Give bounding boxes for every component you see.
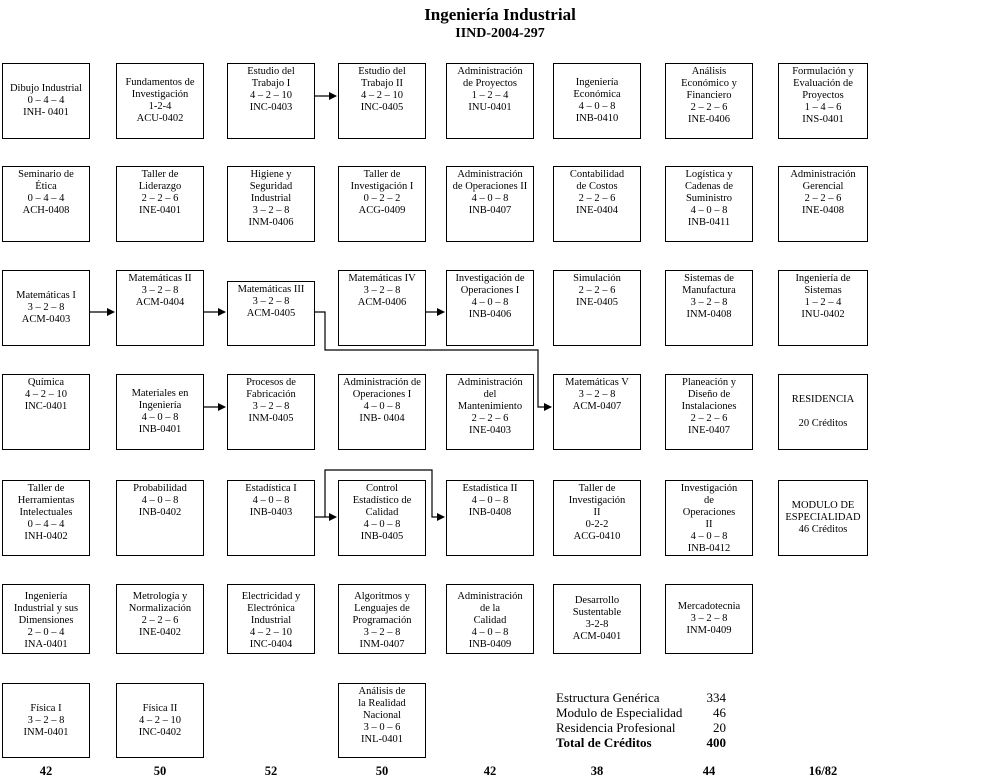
subject-line: Materiales en: [131, 388, 189, 399]
subject-line: Liderazgo: [138, 181, 182, 192]
subject-line: INA-0401: [24, 639, 68, 650]
subject-line: 4 – 0 – 8: [363, 401, 401, 412]
subject-line: II: [705, 519, 713, 530]
subject-line: INM-0408: [686, 309, 732, 320]
subject-box: [116, 63, 204, 139]
subject-line: INC-0405: [360, 102, 404, 113]
subject-line: Sustentable: [572, 607, 622, 618]
subject-box: [338, 63, 426, 139]
semester-total: 42: [483, 764, 497, 778]
subject-line: INE-0407: [688, 425, 730, 436]
subject-line: Logística y: [685, 169, 733, 180]
subject-line: Matemáticas IV: [348, 273, 416, 284]
subject-line: 0 – 4 – 4: [27, 193, 65, 204]
summary-value: 46: [713, 705, 726, 720]
subject-line: 4 – 0 – 8: [471, 297, 509, 308]
subject-line: INB-0410: [575, 113, 619, 124]
summary-label: Modulo de Especialidad: [556, 705, 683, 720]
subject-line: Normalización: [128, 603, 192, 614]
subject-line: Ingeniería de: [795, 273, 851, 284]
subject-line: INM-0409: [686, 625, 732, 636]
subject-box: [338, 480, 426, 556]
subject-line: Ingeniería: [575, 77, 619, 88]
subject-line: 3 – 2 – 8: [363, 285, 401, 296]
summary-value: 400: [706, 735, 726, 750]
subject-box: [553, 480, 641, 556]
subject-line: INB-0403: [249, 507, 293, 518]
subject-box: [665, 584, 753, 654]
subject-line: Taller de: [27, 483, 65, 494]
subject-box: [338, 270, 426, 346]
subject-line: II: [593, 507, 601, 518]
subject-box: [338, 374, 426, 450]
subject-line: Operaciones I: [460, 285, 520, 296]
subject-line: 20 Créditos: [798, 418, 848, 429]
subject-line: Ingeniería: [138, 400, 182, 411]
subject-box: [446, 63, 534, 139]
subject-line: Manufactura: [682, 285, 736, 296]
subject-box: [665, 166, 753, 242]
subject-line: ACU-0402: [136, 113, 184, 124]
subject-line: Matemáticas II: [128, 273, 192, 284]
subject-box: [116, 480, 204, 556]
subject-line: Dibujo Industrial: [9, 83, 83, 94]
subject-line: Trabajo I: [251, 78, 291, 89]
subject-line: 3 – 2 – 8: [27, 714, 65, 726]
subject-line: Herramientas: [17, 495, 75, 506]
subject-line: Estadística I: [245, 483, 297, 494]
subject-line: ESPECIALIDAD: [785, 512, 861, 523]
subject-line: Matemáticas V: [565, 377, 629, 388]
subject-line: 0 – 4 – 4: [27, 95, 65, 106]
summary-label: Residencia Profesional: [556, 720, 676, 735]
subject-line: Análisis: [691, 66, 727, 77]
subject-line: INH- 0401: [23, 107, 69, 118]
subject-line: Administración: [457, 66, 523, 77]
summary-row: [556, 690, 726, 705]
subject-box: [778, 166, 868, 242]
subject-line: 2 – 2 – 6: [690, 413, 728, 424]
subject-box: [338, 683, 426, 758]
subject-line: Química: [27, 377, 65, 388]
subject-line: INB-0405: [360, 531, 404, 542]
subject-line: INB- 0404: [359, 413, 405, 424]
subject-line: INM-0401: [23, 726, 69, 738]
subject-line: 4 – 0 – 8: [471, 627, 509, 638]
subject-line: INU-0402: [801, 309, 845, 320]
subject-box: [2, 480, 90, 556]
subject-line: ACM-0406: [357, 297, 407, 308]
subject-box: [227, 63, 315, 139]
subject-line: Matemáticas III: [237, 284, 305, 295]
subject-box: [446, 374, 534, 450]
subject-box: [338, 166, 426, 242]
subject-box: [2, 166, 90, 242]
subject-line: Estudio del: [358, 66, 406, 77]
subject-box: [665, 63, 753, 139]
subject-line: Trabajo II: [361, 78, 403, 89]
subject-line: INC-0402: [138, 726, 182, 738]
subject-line: Planeación y: [682, 377, 736, 388]
subject-line: INE-0404: [576, 205, 618, 216]
subject-line: Investigación I: [350, 181, 414, 192]
subject-line: INH-0402: [24, 531, 68, 542]
subject-line: Electricidad y: [241, 591, 301, 602]
subject-line: Ingeniería: [24, 591, 68, 602]
subject-line: ACM-0407: [572, 401, 622, 412]
subject-box: [446, 584, 534, 654]
subject-box: [553, 270, 641, 346]
subject-line: de: [704, 495, 714, 506]
subject-line: INB-0406: [468, 309, 512, 320]
subject-line: Fundamentos de: [125, 77, 195, 88]
subject-box: [778, 270, 868, 346]
subject-line: Evaluación de: [793, 78, 853, 89]
subject-line: Operaciones: [682, 507, 736, 518]
summary-total-row: [556, 735, 726, 750]
subject-line: INB-0412: [687, 543, 731, 554]
subject-box: [665, 374, 753, 450]
subject-box: [665, 270, 753, 346]
subject-line: 3 – 2 – 8: [578, 389, 616, 400]
subject-line: 4 – 0 – 8: [578, 101, 616, 112]
subject-line: Estadística II: [462, 483, 518, 494]
subject-line: INE-0405: [576, 297, 618, 308]
subject-line: Fabricación: [246, 389, 296, 400]
subject-line: RESIDENCIA: [791, 394, 855, 405]
subject-line: Administración: [457, 591, 523, 602]
subject-line: Taller de: [141, 169, 179, 180]
subject-line: 3 – 2 – 8: [690, 297, 728, 308]
subject-line: 3 – 2 – 8: [252, 401, 290, 412]
semester-total: 38: [590, 764, 604, 778]
subject-line: INM-0406: [248, 217, 294, 228]
summary-row: [556, 705, 726, 720]
subject-line: INE-0403: [469, 425, 511, 436]
subject-box: [116, 584, 204, 654]
subject-line: Formulación y: [792, 66, 854, 77]
subject-line: 2 – 2 – 6: [578, 285, 616, 296]
subject-line: Intelectuales: [19, 507, 73, 518]
subject-line: 1-2-4: [148, 101, 172, 112]
subject-line: Seguridad: [249, 181, 293, 192]
subject-line: Operaciones I: [352, 389, 412, 400]
subject-line: INE-0401: [139, 205, 181, 216]
subject-line: Análisis de: [358, 686, 406, 697]
subject-line: 4 – 2 – 10: [250, 90, 292, 101]
subject-box: [116, 166, 204, 242]
subject-line: 3-2-8: [585, 619, 609, 630]
subject-line: INB-0411: [687, 217, 731, 228]
subject-line: ACM-0405: [246, 308, 296, 319]
summary-label: Estructura Genérica: [556, 690, 660, 705]
subject-box: [2, 683, 90, 758]
subject-line: 0 – 2 – 2: [363, 193, 401, 204]
subject-line: Diseño de: [687, 389, 731, 400]
subject-line: de Costos: [576, 181, 618, 192]
subject-line: 1 – 2 – 4: [804, 297, 842, 308]
subject-box: [553, 166, 641, 242]
subject-line: Administración: [457, 169, 523, 180]
page-title: Ingeniería Industrial: [424, 5, 576, 24]
subject-line: 4 – 0 – 8: [141, 495, 179, 506]
subject-line: Física II: [142, 702, 178, 714]
subject-line: Taller de: [578, 483, 616, 494]
subject-box: [446, 166, 534, 242]
subject-line: 2 – 2 – 6: [690, 102, 728, 113]
subject-line: INC-0404: [249, 639, 293, 650]
subject-line: Contabilidad: [569, 169, 625, 180]
subject-line: 4 – 2 – 10: [361, 90, 403, 101]
subject-line: 0 – 4 – 4: [27, 519, 65, 530]
subject-line: INL-0401: [361, 734, 403, 745]
subject-line: 1 – 2 – 4: [471, 90, 509, 101]
subject-box: [2, 374, 90, 450]
subject-line: INB-0408: [468, 507, 512, 518]
subject-line: 2 – 2 – 6: [804, 193, 842, 204]
subject-line: del: [483, 389, 497, 400]
subject-line: INC-0403: [249, 102, 293, 113]
subject-line: 3 – 2 – 8: [27, 302, 65, 313]
subject-line: Física I: [30, 702, 62, 714]
subject-line: 1 – 4 – 6: [804, 102, 842, 113]
subject-box: [553, 63, 641, 139]
subject-line: 2 – 2 – 6: [471, 413, 509, 424]
subject-line: 3 – 2 – 8: [252, 205, 290, 216]
subject-line: ACG-0410: [573, 531, 621, 542]
subject-line: Industrial: [250, 193, 292, 204]
subject-line: Programación: [352, 615, 412, 626]
subject-line: de Proyectos: [463, 78, 517, 89]
subject-line: 4 – 2 – 10: [250, 627, 292, 638]
subject-line: 46 Créditos: [798, 524, 848, 535]
semester-total: 52: [264, 764, 278, 778]
subject-line: ACM-0403: [21, 314, 71, 325]
summary-value: 334: [706, 690, 726, 705]
subject-line: 4 – 0 – 8: [363, 519, 401, 530]
summary-row: [556, 720, 726, 735]
subject-line: Mercadotecnia: [677, 601, 741, 612]
credits-summary: [556, 690, 726, 750]
subject-line: 4 – 0 – 8: [471, 193, 509, 204]
subject-line: Investigación: [131, 89, 189, 100]
subject-line: Control: [365, 483, 399, 494]
subject-line: 3 – 2 – 8: [363, 627, 401, 638]
subject-line: Industrial y sus: [13, 603, 79, 614]
semester-total: 50: [153, 764, 167, 778]
subject-box: [2, 270, 90, 346]
subject-line: ACH-0408: [22, 205, 70, 216]
subject-line: la Realidad: [358, 698, 406, 709]
semester-total: 44: [702, 764, 716, 778]
summary-label: Total de Créditos: [556, 735, 652, 750]
subject-box: [227, 480, 315, 556]
subject-box: [446, 480, 534, 556]
subject-line: Administración de: [343, 377, 421, 388]
subject-line: 4 – 0 – 8: [252, 495, 290, 506]
subject-line: 3 – 2 – 8: [141, 285, 179, 296]
subject-line: Probabilidad: [133, 483, 187, 494]
subject-line: Proyectos: [802, 90, 844, 101]
subject-line: INU-0401: [468, 102, 512, 113]
subject-line: 4 – 2 – 10: [139, 714, 181, 726]
subject-line: ACG-0409: [358, 205, 406, 216]
subject-line: INS-0401: [802, 114, 844, 125]
subject-box: [2, 584, 90, 654]
subject-line: Gerencial: [802, 181, 844, 192]
subject-line: Investigación de: [455, 273, 525, 284]
subject-line: 4 – 0 – 8: [690, 205, 728, 216]
subject-line: Económica: [573, 89, 621, 100]
subject-box: [2, 63, 90, 139]
subject-box: [227, 166, 315, 242]
semester-total: 50: [375, 764, 389, 778]
subject-line: INC-0401: [24, 401, 68, 412]
subject-box: [227, 584, 315, 654]
subject-box: [227, 281, 315, 346]
plan-code: IIND-2004-297: [455, 26, 545, 41]
subject-line: de Operaciones II: [452, 181, 528, 192]
subject-line: 2 – 2 – 6: [141, 615, 179, 626]
subject-line: Calidad: [473, 615, 507, 626]
subject-line: INE-0406: [688, 114, 730, 125]
subject-line: 0-2-2: [585, 519, 609, 530]
subject-line: 4 – 0 – 8: [141, 412, 179, 423]
subject-line: INB-0402: [138, 507, 182, 518]
subject-line: INE-0408: [802, 205, 844, 216]
subject-line: INB-0409: [468, 639, 512, 650]
summary-value: 20: [713, 720, 726, 735]
subject-line: Electrónica: [247, 603, 295, 614]
subject-line: 4 – 0 – 8: [690, 531, 728, 542]
semester-total: 42: [39, 764, 53, 778]
subject-line: Seminario de: [18, 169, 74, 180]
subject-line: Nacional: [363, 710, 401, 721]
subject-line: Administración: [457, 377, 523, 388]
subject-line: Taller de: [363, 169, 401, 180]
subject-line: INM-0405: [248, 413, 294, 424]
subject-line: Mantenimiento: [457, 401, 523, 412]
subject-line: Metrología y: [132, 591, 188, 602]
subject-line: Instalaciones: [681, 401, 737, 412]
subject-line: Higiene y: [250, 169, 292, 180]
subject-line: Administración: [790, 169, 856, 180]
subject-line: Lenguajes de: [354, 603, 410, 614]
subject-line: Cadenas de: [684, 181, 734, 192]
subject-line: ACM-0404: [135, 297, 185, 308]
subject-line: Industrial: [250, 615, 292, 626]
subject-box: [227, 374, 315, 450]
subject-line: Ética: [35, 181, 57, 192]
subject-line: Sistemas de: [684, 273, 734, 284]
subject-line: Financiero: [686, 90, 732, 101]
subject-line: de la: [479, 603, 501, 614]
subject-line: Dimensiones: [18, 615, 74, 626]
subject-box: [553, 584, 641, 654]
subject-line: 4 – 2 – 10: [25, 389, 67, 400]
subject-box: [116, 374, 204, 450]
subject-box: [116, 270, 204, 346]
subject-line: INE-0402: [139, 627, 181, 638]
subject-line: 3 – 2 – 8: [252, 296, 290, 307]
subject-line: 4 – 0 – 8: [471, 495, 509, 506]
subject-box: [116, 683, 204, 758]
subject-line: INM-0407: [359, 639, 405, 650]
subject-line: [781, 406, 865, 418]
subject-line: Suministro: [685, 193, 733, 204]
subject-line: Desarrollo: [574, 595, 620, 606]
subject-box: [338, 584, 426, 654]
subject-line: Investigación: [680, 483, 738, 494]
subject-line: Estadístico de: [352, 495, 412, 506]
subject-line: 2 – 0 – 4: [27, 627, 65, 638]
subject-box: [665, 480, 753, 556]
residency-box: [778, 374, 868, 450]
subject-line: Sistemas: [804, 285, 842, 296]
subject-line: 3 – 0 – 6: [363, 722, 401, 733]
subject-line: 2 – 2 – 6: [578, 193, 616, 204]
subject-line: INB-0401: [138, 424, 182, 435]
semester-total: 16/82: [808, 764, 838, 778]
subject-line: Simulación: [573, 273, 621, 284]
subject-line: Estudio del: [247, 66, 295, 77]
subject-line: MODULO DE: [791, 500, 855, 511]
specialty-module-box: [778, 480, 868, 556]
subject-box: [778, 63, 868, 139]
subject-box: [446, 270, 534, 346]
subject-line: 3 – 2 – 8: [690, 613, 728, 624]
subject-box: [553, 374, 641, 450]
subject-line: Algoritmos y: [354, 591, 410, 602]
subject-line: Investigación: [568, 495, 626, 506]
subject-line: 2 – 2 – 6: [141, 193, 179, 204]
subject-line: Calidad: [365, 507, 399, 518]
subject-line: ACM-0401: [572, 631, 622, 642]
subject-line: Matemáticas I: [16, 290, 76, 301]
subject-line: Procesos de: [246, 377, 296, 388]
subject-line: INB-0407: [468, 205, 512, 216]
subject-line: Económico y: [681, 78, 737, 89]
